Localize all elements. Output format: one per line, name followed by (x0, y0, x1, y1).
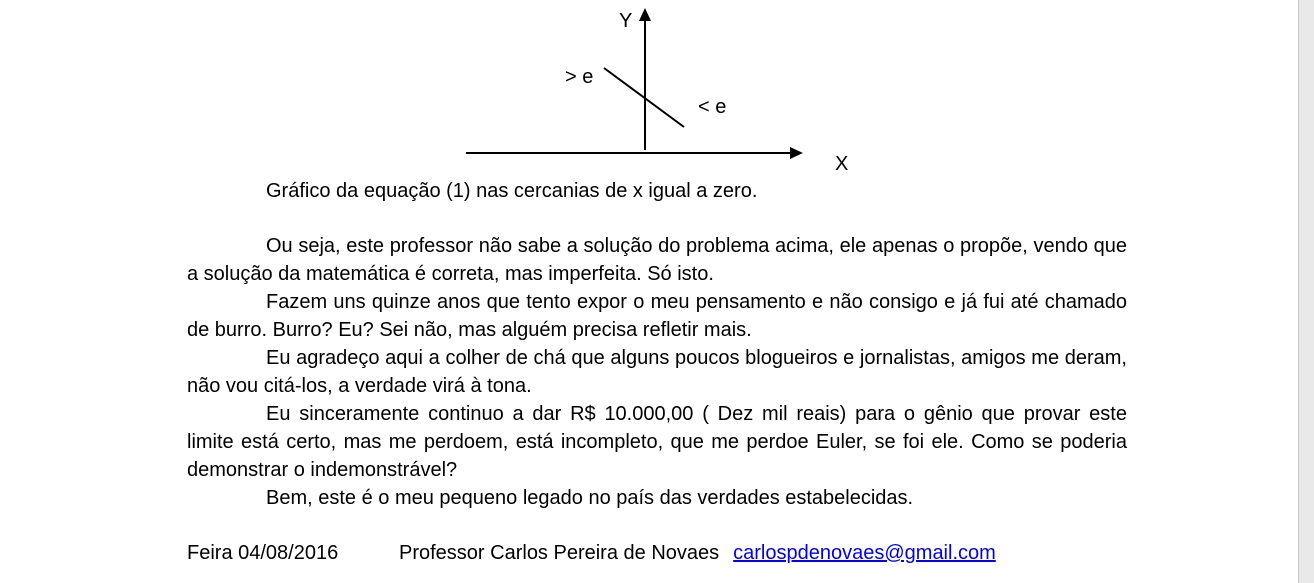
figure-caption: Gráfico da equação (1) nas cercanias de x igual a zero. (266, 180, 758, 202)
body-text (187, 232, 1127, 512)
scrollbar[interactable] (1298, 0, 1314, 583)
y-axis-label: Y (619, 10, 633, 32)
x-axis-arrowhead (790, 147, 803, 159)
y-axis-arrowhead (639, 8, 651, 21)
paragraph-2: Fazem uns quinze anos que tento expor o meu pensamento e não consigo e já fui até chamado de burro. Burro? Eu? Sei não, mas alguém precisa refletir mais. (187, 291, 1127, 341)
x-axis-label: X (835, 153, 849, 175)
lower-right-label: < e (698, 96, 727, 118)
signature-date: Feira 04/08/2016 (187, 542, 339, 564)
upper-left-label: > e (565, 66, 594, 88)
paragraph-4: Eu sinceramente continuo a dar R$ 10.000,00 ( Dez mil reais) para o gênio que provar este limite está certo, mas me perdoem, está incompleto, que me perdoe Euler, se foi ele. Como se poderia demonstrar o indemonstrável? (187, 403, 1127, 481)
signature-author: Professor Carlos Pereira de Novaes (399, 542, 720, 564)
email-link[interactable]: carlospdenovaes@gmail.com (733, 542, 996, 564)
signature-line (187, 539, 996, 567)
paragraph-1: Ou seja, este professor não sabe a solução do problema acima, ele apenas o propõe, vendo que a solução da matemática é correta, mas imperfeita. Só isto. (187, 235, 1127, 285)
equation-graph (0, 0, 900, 180)
paragraph-3: Eu agradeço aqui a colher de chá que alguns poucos blogueiros e jornalistas, amigos me deram, não vou citá-los, a verdade virá à tona. (187, 347, 1127, 397)
paragraph-5: Bem, este é o meu pequeno legado no país das verdades estabelecidas. (266, 487, 914, 509)
